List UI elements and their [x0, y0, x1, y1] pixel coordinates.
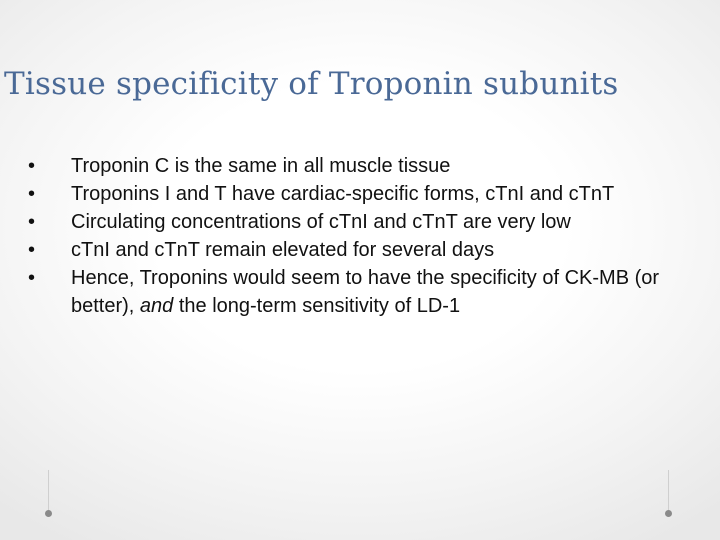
bullet-marker: •	[28, 155, 36, 177]
bullet-marker: •	[28, 211, 36, 233]
bullet-text-part: Hence, Troponins would seem to have the specificity of CK-MB (or better),	[71, 267, 660, 317]
bullet-text: Circulating concentrations of cTnI and cTnT are very low	[71, 211, 571, 233]
bullet-item	[28, 180, 688, 208]
decorative-line-right	[668, 470, 669, 511]
bullet-item	[28, 236, 688, 264]
bullet-text: Troponin C is the same in all muscle tissue	[71, 155, 451, 177]
bullet-item	[28, 152, 688, 180]
bullet-item	[28, 264, 688, 320]
bullet-text	[71, 264, 688, 320]
bullet-marker: •	[28, 267, 36, 289]
slide-title: Tissue specificity of Troponin subunits	[4, 66, 619, 102]
decorative-dot-left	[45, 510, 52, 517]
bullet-list	[28, 152, 688, 320]
bullet-item	[28, 208, 688, 236]
bullet-text: cTnI and cTnT remain elevated for several days	[71, 239, 495, 261]
bullet-text-part: the long-term sensitivity of LD-1	[173, 295, 461, 317]
bullet-marker: •	[28, 183, 36, 205]
decorative-line-left	[48, 470, 49, 511]
bullet-text-emphasis: and	[139, 295, 174, 317]
bullet-text: Troponins I and T have cardiac-specific forms, cTnI and cTnT	[71, 183, 615, 205]
decorative-dot-right	[665, 510, 672, 517]
bullet-marker: •	[28, 239, 36, 261]
